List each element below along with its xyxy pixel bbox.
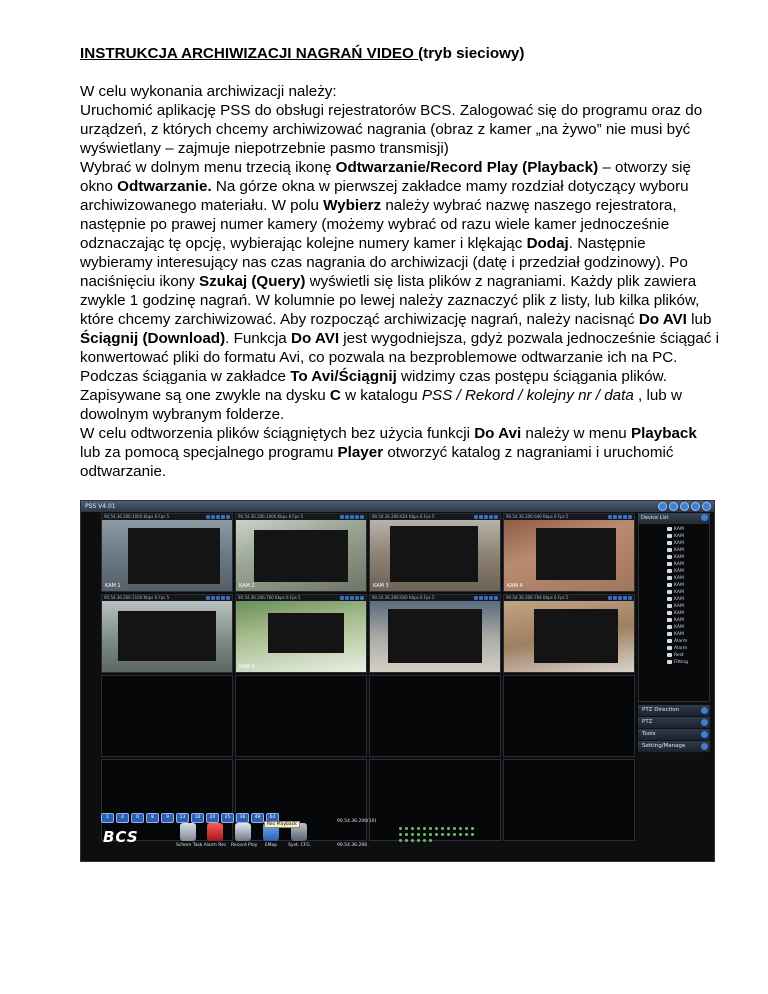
cam-label: KAM 2 <box>239 583 255 589</box>
layout-9[interactable]: 9 <box>161 813 174 823</box>
device-address-2: 90.54.36.206 <box>337 843 368 848</box>
bottom-toolbar <box>81 813 714 861</box>
layout-16[interactable]: 16 <box>191 813 204 823</box>
window-controls <box>658 502 711 511</box>
layout-20[interactable]: 20 <box>206 813 219 823</box>
video-cell-2[interactable]: 90.54.36.206:1000 Kbps 6 Fps 5 KAM 2 <box>235 513 367 592</box>
minimize-icon[interactable] <box>680 502 689 511</box>
layout-8[interactable]: 8 <box>146 813 159 823</box>
device-item[interactable]: KAM <box>667 596 709 603</box>
layout-6[interactable]: 6 <box>131 813 144 823</box>
document-title: INSTRUKCJA ARCHIWIZACJI NAGRAŃ VIDEO (tryb sieciowy) <box>80 45 525 62</box>
device-list-title[interactable]: Device List <box>638 513 710 523</box>
layout-13[interactable]: 13 <box>176 813 189 823</box>
device-item[interactable]: KAM <box>667 575 709 582</box>
intro-line: W celu wykonania archiwizacji należy: <box>80 83 337 100</box>
right-sidebar <box>638 513 710 846</box>
expand-icon[interactable] <box>701 707 708 714</box>
lock-icon[interactable] <box>669 502 678 511</box>
layout-36[interactable]: 36 <box>236 813 249 823</box>
camera-icon <box>180 823 196 841</box>
maximize-icon[interactable] <box>691 502 700 511</box>
device-item[interactable]: KAM <box>667 533 709 540</box>
layout-buttons <box>101 813 279 823</box>
device-item[interactable]: KAM <box>667 568 709 575</box>
video-grid <box>101 513 636 841</box>
device-item[interactable]: Fitting <box>667 659 709 666</box>
video-cell-5[interactable]: 90.54.36.206:1100 Kbps 6 Fps 5 <box>101 594 233 673</box>
video-cell-7[interactable]: 90.54.36.206:600 Kbps 6 Fps 5 <box>369 594 501 673</box>
record-play-button[interactable]: Record Play <box>231 823 255 848</box>
status-leds <box>399 827 477 842</box>
rec-playback-tooltip: Rec Playback <box>264 821 300 828</box>
bcs-logo: BCS <box>103 828 139 846</box>
device-item[interactable]: KAM <box>667 610 709 617</box>
side-menu-tools[interactable]: Tools <box>638 729 710 741</box>
video-cell-10[interactable] <box>235 675 367 757</box>
device-item[interactable]: KAM <box>667 603 709 610</box>
video-cell-6[interactable]: 90.54.36.206:760 Kbps 6 Fps 5 KAM 6 <box>235 594 367 673</box>
expand-icon[interactable] <box>701 719 708 726</box>
video-cell-4[interactable]: 90.54.36.206:640 Kbps 6 Fps 5 KAM 4 <box>503 513 635 592</box>
syst-cfg-button[interactable]: Syst. CFG <box>287 823 311 848</box>
side-menu <box>638 705 710 753</box>
paragraph-1: Uruchomić aplikację PSS do obsługi rejestratorów BCS. Zalogować się do programu oraz do urządzeń, z których chcemy archiwizować nagrania (obraz z kamer „na żywo” nie musi być wyświetlany – zajmuje niepotrzebnie pasmo transmisji) <box>80 102 703 157</box>
device-item[interactable]: KAM <box>667 547 709 554</box>
cam-label: KAM 4 <box>507 583 523 589</box>
pss-titlebar <box>81 501 714 512</box>
side-menu-ptz-direction[interactable]: PTZ Direction <box>638 705 710 717</box>
device-item[interactable]: Alarm <box>667 645 709 652</box>
video-cell-3[interactable]: 90.54.36.206:624 Kbps 6 Fps 5 KAM 3 <box>369 513 501 592</box>
paragraph-2: Wybrać w dolnym menu trzecią ikonę Odtwarzanie/Record Play (Playback) – otworzy się okno Odtwarzanie. Na górze okna w pierwszej zakładce mamy rozdział dotyczący wyboru archiwizowanego materiału. W polu Wybierz należy wybrać nazwę naszego rejestratora, następnie po prawej numer kamery (możemy wybrać od razu wiele kamer jednocześnie odznaczając tę opcję, wybierając kolejne numery kamer i klękając Dodaj. Następnie wybieramy interesujący nas czas nagrania do archiwizacji (datę i przedział godzinowy). Po naciśnięciu ikony Szukaj (Query) wyświetli się lista plików z nagraniami. Każdy plik zawiera zwykle 1 godzinę nagrań. W kolumnie po lewej należy zaznaczyć plik z listy, lub kilka plików, które chcemy zarchiwizować. Aby rozpocząć archiwizację nagrań, należy nacisnąć Do AVI lub Ściągnij (Download). Funkcja Do AVI jest wygodniejsza, gdyż pozwala jednocześnie ściągać i konwertować pliki do formatu Avi, co pozwala na bezproblemowe odtwarzanie ich na PC. Podczas ściągania w zakładce To Avi/Ściągnij widzimy czas postępu ściągania plików. Zapisywane są one zwykle na dysku C w katalogu PSS / Rekord / kolejny nr / data , lub w dowolnym wybranym folderze. <box>80 159 719 423</box>
video-cell-12[interactable] <box>503 675 635 757</box>
layout-4[interactable]: 4 <box>116 813 129 823</box>
schem-task-button[interactable]: Schem Task <box>176 823 200 848</box>
layout-1[interactable]: 1 <box>101 813 114 823</box>
paragraph-3: W celu odtworzenia plików ściągniętych bez użycia funkcji Do Avi należy w menu Playback lub za pomocą specjalnego programu Player otworzyć katalog z nagraniami i uruchomić odtwarzanie. <box>80 425 697 480</box>
device-item[interactable]: Alarm <box>667 638 709 645</box>
layout-64[interactable]: 64 <box>266 813 279 823</box>
window-title: PSS V4.01 <box>85 503 116 510</box>
device-item[interactable]: KAM <box>667 582 709 589</box>
close-icon[interactable] <box>702 502 711 511</box>
device-item[interactable]: KAM <box>667 540 709 547</box>
device-address-1: 90.54.36.206(10) <box>337 819 377 824</box>
layout-25[interactable]: 25 <box>221 813 234 823</box>
video-cell-1[interactable]: 90.54.36.206:1000 Kbps 6 Fps 5 KAM 1 <box>101 513 233 592</box>
layout-49[interactable]: 49 <box>251 813 264 823</box>
video-cell-11[interactable] <box>369 675 501 757</box>
video-cell-8[interactable]: 90.54.36.206:704 Kbps 6 Fps 5 <box>503 594 635 673</box>
expand-icon[interactable] <box>701 731 708 738</box>
record-play-icon <box>235 823 251 841</box>
device-item[interactable]: KAM <box>667 561 709 568</box>
title-suffix: (tryb sieciowy) <box>418 45 525 62</box>
alarm-rec-button[interactable]: Alarm Rec <box>203 823 227 848</box>
pss-screenshot <box>80 500 715 862</box>
device-item[interactable]: Rest <box>667 652 709 659</box>
video-cell-9[interactable] <box>101 675 233 757</box>
device-item[interactable]: KAM <box>667 589 709 596</box>
emap-button[interactable]: EMap <box>259 823 283 848</box>
cam-label: KAM 6 <box>239 664 255 670</box>
device-list <box>638 523 710 702</box>
collapse-icon[interactable] <box>701 514 708 521</box>
device-item[interactable]: KAM <box>667 554 709 561</box>
side-menu-setting[interactable]: Setting/Manage <box>638 741 710 753</box>
cam-label: KAM 1 <box>105 583 121 589</box>
cam-label: KAM 3 <box>373 583 389 589</box>
help-icon[interactable] <box>658 502 667 511</box>
device-item[interactable]: KAM <box>667 631 709 638</box>
device-item[interactable]: KAM <box>667 624 709 631</box>
expand-icon[interactable] <box>701 743 708 750</box>
device-item[interactable]: KAM <box>667 526 709 533</box>
alarm-icon <box>207 823 223 841</box>
device-item[interactable]: KAM <box>667 617 709 624</box>
side-menu-ptz[interactable]: PTZ <box>638 717 710 729</box>
document-text <box>80 44 720 576</box>
